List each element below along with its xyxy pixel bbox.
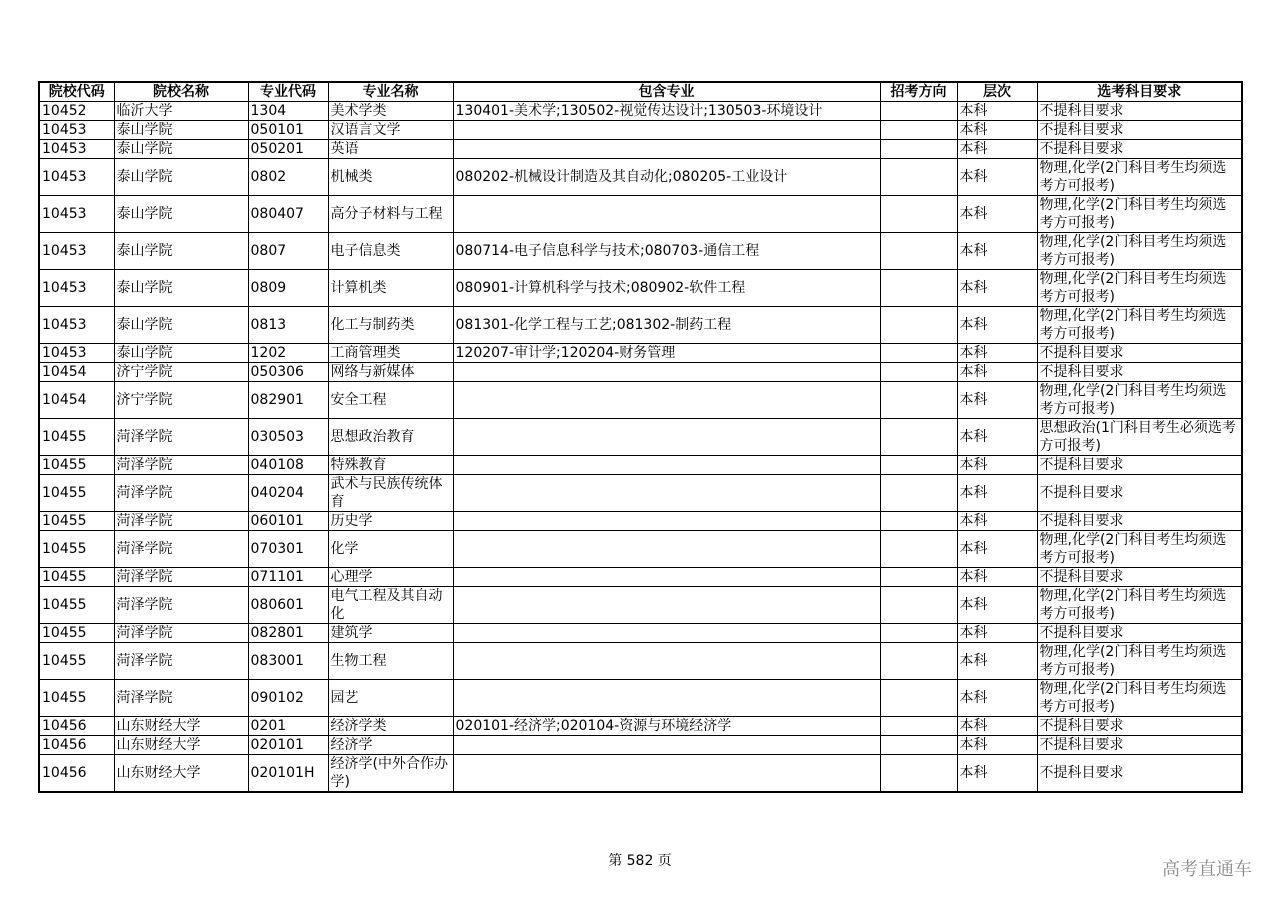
cell-major-code: 050201 <box>248 140 328 159</box>
cell-admission-direction <box>880 587 957 624</box>
cell-major-code: 050306 <box>248 363 328 382</box>
cell-subject-requirements: 不提科目要求 <box>1037 456 1242 475</box>
cell-school-code: 10455 <box>39 512 114 531</box>
cell-school-code: 10453 <box>39 344 114 363</box>
cell-subject-requirements: 不提科目要求 <box>1037 717 1242 736</box>
table-row <box>39 680 1242 717</box>
cell-included-majors <box>453 363 880 382</box>
cell-level: 本科 <box>957 587 1037 624</box>
cell-included-majors <box>453 196 880 233</box>
header-admission-direction: 招考方向 <box>880 82 957 102</box>
cell-included-majors <box>453 456 880 475</box>
cell-included-majors: 080714-电子信息科学与技术;080703-通信工程 <box>453 233 880 270</box>
cell-major-code: 080407 <box>248 196 328 233</box>
cell-subject-requirements: 不提科目要求 <box>1037 568 1242 587</box>
cell-school-code: 10453 <box>39 307 114 344</box>
cell-major-code: 071101 <box>248 568 328 587</box>
cell-admission-direction <box>880 643 957 680</box>
cell-subject-requirements: 不提科目要求 <box>1037 102 1242 121</box>
cell-school-name: 济宁学院 <box>114 382 248 419</box>
cell-admission-direction <box>880 140 957 159</box>
cell-admission-direction <box>880 382 957 419</box>
table-header-row <box>39 82 1242 102</box>
cell-school-name: 泰山学院 <box>114 270 248 307</box>
cell-included-majors: 120207-审计学;120204-财务管理 <box>453 344 880 363</box>
table-row <box>39 307 1242 344</box>
cell-major-name: 经济学类 <box>328 717 453 736</box>
header-level: 层次 <box>957 82 1037 102</box>
cell-school-name: 泰山学院 <box>114 344 248 363</box>
cell-school-code: 10453 <box>39 121 114 140</box>
table-row <box>39 568 1242 587</box>
cell-school-code: 10453 <box>39 140 114 159</box>
cell-major-name: 工商管理类 <box>328 344 453 363</box>
cell-school-code: 10453 <box>39 270 114 307</box>
cell-level: 本科 <box>957 456 1037 475</box>
cell-subject-requirements: 物理,化学(2门科目考生均须选考方可报考) <box>1037 196 1242 233</box>
table-row <box>39 344 1242 363</box>
cell-subject-requirements: 物理,化学(2门科目考生均须选考方可报考) <box>1037 587 1242 624</box>
cell-school-name: 泰山学院 <box>114 233 248 270</box>
cell-school-name: 菏泽学院 <box>114 419 248 456</box>
cell-admission-direction <box>880 344 957 363</box>
cell-level: 本科 <box>957 736 1037 755</box>
table-row <box>39 419 1242 456</box>
table-row <box>39 456 1242 475</box>
cell-school-name: 泰山学院 <box>114 159 248 196</box>
cell-school-name: 菏泽学院 <box>114 475 248 512</box>
cell-included-majors <box>453 531 880 568</box>
cell-included-majors <box>453 680 880 717</box>
cell-included-majors <box>453 587 880 624</box>
cell-school-code: 10453 <box>39 159 114 196</box>
cell-subject-requirements: 物理,化学(2门科目考生均须选考方可报考) <box>1037 382 1242 419</box>
cell-major-code: 040204 <box>248 475 328 512</box>
page-number: 第 582 页 <box>608 853 672 869</box>
cell-level: 本科 <box>957 680 1037 717</box>
cell-major-code: 020101H <box>248 755 328 793</box>
cell-subject-requirements: 物理,化学(2门科目考生均须选考方可报考) <box>1037 643 1242 680</box>
cell-level: 本科 <box>957 382 1037 419</box>
cell-admission-direction <box>880 159 957 196</box>
cell-level: 本科 <box>957 624 1037 643</box>
cell-subject-requirements: 不提科目要求 <box>1037 736 1242 755</box>
cell-level: 本科 <box>957 512 1037 531</box>
cell-school-code: 10456 <box>39 736 114 755</box>
cell-subject-requirements: 不提科目要求 <box>1037 475 1242 512</box>
cell-included-majors: 081301-化学工程与工艺;081302-制药工程 <box>453 307 880 344</box>
cell-school-code: 10454 <box>39 382 114 419</box>
cell-included-majors <box>453 736 880 755</box>
cell-school-code: 10455 <box>39 568 114 587</box>
cell-subject-requirements: 思想政治(1门科目考生必须选考方可报考) <box>1037 419 1242 456</box>
header-school-code: 院校代码 <box>39 82 114 102</box>
cell-included-majors <box>453 512 880 531</box>
header-school-name: 院校名称 <box>114 82 248 102</box>
cell-admission-direction <box>880 121 957 140</box>
cell-school-code: 10455 <box>39 475 114 512</box>
cell-level: 本科 <box>957 717 1037 736</box>
cell-level: 本科 <box>957 140 1037 159</box>
cell-major-code: 060101 <box>248 512 328 531</box>
cell-school-code: 10456 <box>39 755 114 793</box>
cell-major-code: 0813 <box>248 307 328 344</box>
cell-major-name: 思想政治教育 <box>328 419 453 456</box>
table-row <box>39 270 1242 307</box>
cell-school-name: 泰山学院 <box>114 140 248 159</box>
cell-major-name: 心理学 <box>328 568 453 587</box>
cell-subject-requirements: 物理,化学(2门科目考生均须选考方可报考) <box>1037 159 1242 196</box>
cell-school-code: 10455 <box>39 680 114 717</box>
cell-level: 本科 <box>957 121 1037 140</box>
cell-school-name: 菏泽学院 <box>114 624 248 643</box>
cell-school-name: 菏泽学院 <box>114 643 248 680</box>
table-row <box>39 587 1242 624</box>
cell-level: 本科 <box>957 419 1037 456</box>
table-row <box>39 363 1242 382</box>
cell-subject-requirements: 物理,化学(2门科目考生均须选考方可报考) <box>1037 680 1242 717</box>
cell-major-name: 计算机类 <box>328 270 453 307</box>
cell-level: 本科 <box>957 270 1037 307</box>
cell-major-code: 090102 <box>248 680 328 717</box>
cell-included-majors: 080901-计算机科学与技术;080902-软件工程 <box>453 270 880 307</box>
cell-major-code: 050101 <box>248 121 328 140</box>
table-row <box>39 624 1242 643</box>
table-row <box>39 196 1242 233</box>
cell-included-majors <box>453 755 880 793</box>
cell-admission-direction <box>880 475 957 512</box>
cell-school-code: 10455 <box>39 456 114 475</box>
cell-major-name: 园艺 <box>328 680 453 717</box>
cell-major-name: 美术学类 <box>328 102 453 121</box>
cell-subject-requirements: 不提科目要求 <box>1037 140 1242 159</box>
cell-school-code: 10455 <box>39 624 114 643</box>
cell-major-name: 机械类 <box>328 159 453 196</box>
table-row <box>39 159 1242 196</box>
table-row <box>39 736 1242 755</box>
cell-admission-direction <box>880 419 957 456</box>
cell-school-name: 菏泽学院 <box>114 568 248 587</box>
cell-admission-direction <box>880 456 957 475</box>
cell-school-name: 山东财经大学 <box>114 755 248 793</box>
table-row <box>39 531 1242 568</box>
cell-admission-direction <box>880 717 957 736</box>
cell-school-name: 泰山学院 <box>114 307 248 344</box>
table-row <box>39 475 1242 512</box>
cell-major-code: 083001 <box>248 643 328 680</box>
cell-major-code: 040108 <box>248 456 328 475</box>
cell-included-majors <box>453 382 880 419</box>
cell-subject-requirements: 物理,化学(2门科目考生均须选考方可报考) <box>1037 270 1242 307</box>
cell-school-name: 菏泽学院 <box>114 531 248 568</box>
cell-level: 本科 <box>957 568 1037 587</box>
cell-major-name: 英语 <box>328 140 453 159</box>
cell-included-majors <box>453 643 880 680</box>
cell-major-name: 高分子材料与工程 <box>328 196 453 233</box>
cell-school-name: 菏泽学院 <box>114 512 248 531</box>
cell-admission-direction <box>880 363 957 382</box>
cell-level: 本科 <box>957 196 1037 233</box>
cell-level: 本科 <box>957 363 1037 382</box>
cell-subject-requirements: 物理,化学(2门科目考生均须选考方可报考) <box>1037 531 1242 568</box>
watermark-text: 高考直通车 <box>1162 859 1252 880</box>
cell-level: 本科 <box>957 307 1037 344</box>
cell-major-code: 082801 <box>248 624 328 643</box>
table-body <box>39 102 1242 793</box>
cell-school-code: 10455 <box>39 419 114 456</box>
cell-included-majors <box>453 475 880 512</box>
cell-major-code: 080601 <box>248 587 328 624</box>
cell-school-name: 济宁学院 <box>114 363 248 382</box>
cell-level: 本科 <box>957 643 1037 680</box>
cell-admission-direction <box>880 755 957 793</box>
cell-major-name: 电子信息类 <box>328 233 453 270</box>
cell-major-name: 建筑学 <box>328 624 453 643</box>
cell-major-name: 化学 <box>328 531 453 568</box>
cell-school-code: 10455 <box>39 643 114 680</box>
cell-major-code: 070301 <box>248 531 328 568</box>
cell-admission-direction <box>880 531 957 568</box>
cell-major-name: 生物工程 <box>328 643 453 680</box>
cell-level: 本科 <box>957 102 1037 121</box>
cell-level: 本科 <box>957 531 1037 568</box>
cell-major-name: 历史学 <box>328 512 453 531</box>
cell-subject-requirements: 不提科目要求 <box>1037 624 1242 643</box>
cell-level: 本科 <box>957 475 1037 512</box>
cell-admission-direction <box>880 512 957 531</box>
cell-admission-direction <box>880 568 957 587</box>
cell-admission-direction <box>880 307 957 344</box>
cell-included-majors <box>453 419 880 456</box>
table-row <box>39 755 1242 793</box>
cell-subject-requirements: 不提科目要求 <box>1037 512 1242 531</box>
table-row <box>39 643 1242 680</box>
cell-included-majors <box>453 140 880 159</box>
cell-school-code: 10454 <box>39 363 114 382</box>
cell-school-code: 10453 <box>39 233 114 270</box>
cell-subject-requirements: 物理,化学(2门科目考生均须选考方可报考) <box>1037 307 1242 344</box>
admission-requirements-table <box>38 81 1243 793</box>
cell-school-name: 泰山学院 <box>114 121 248 140</box>
table-row <box>39 233 1242 270</box>
cell-school-code: 10452 <box>39 102 114 121</box>
cell-admission-direction <box>880 196 957 233</box>
cell-school-name: 菏泽学院 <box>114 456 248 475</box>
cell-subject-requirements: 不提科目要求 <box>1037 363 1242 382</box>
cell-school-code: 10455 <box>39 587 114 624</box>
cell-level: 本科 <box>957 233 1037 270</box>
cell-subject-requirements: 不提科目要求 <box>1037 344 1242 363</box>
cell-included-majors <box>453 568 880 587</box>
cell-school-code: 10455 <box>39 531 114 568</box>
cell-major-code: 030503 <box>248 419 328 456</box>
table-row <box>39 512 1242 531</box>
cell-school-name: 临沂大学 <box>114 102 248 121</box>
cell-school-code: 10453 <box>39 196 114 233</box>
cell-level: 本科 <box>957 159 1037 196</box>
cell-major-code: 0802 <box>248 159 328 196</box>
cell-admission-direction <box>880 624 957 643</box>
cell-major-name: 网络与新媒体 <box>328 363 453 382</box>
cell-subject-requirements: 不提科目要求 <box>1037 121 1242 140</box>
cell-subject-requirements: 物理,化学(2门科目考生均须选考方可报考) <box>1037 233 1242 270</box>
cell-major-name: 安全工程 <box>328 382 453 419</box>
header-major-code: 专业代码 <box>248 82 328 102</box>
table-row <box>39 382 1242 419</box>
cell-included-majors: 020101-经济学;020104-资源与环境经济学 <box>453 717 880 736</box>
header-included-majors: 包含专业 <box>453 82 880 102</box>
cell-school-name: 山东财经大学 <box>114 736 248 755</box>
cell-school-name: 山东财经大学 <box>114 717 248 736</box>
cell-admission-direction <box>880 680 957 717</box>
cell-major-name: 特殊教育 <box>328 456 453 475</box>
table-row <box>39 121 1242 140</box>
cell-major-code: 020101 <box>248 736 328 755</box>
cell-school-name: 菏泽学院 <box>114 587 248 624</box>
cell-major-name: 经济学(中外合作办学) <box>328 755 453 793</box>
cell-major-name: 电气工程及其自动化 <box>328 587 453 624</box>
cell-major-code: 082901 <box>248 382 328 419</box>
cell-major-name: 经济学 <box>328 736 453 755</box>
cell-admission-direction <box>880 736 957 755</box>
cell-included-majors <box>453 121 880 140</box>
cell-school-code: 10456 <box>39 717 114 736</box>
cell-included-majors <box>453 624 880 643</box>
cell-school-name: 菏泽学院 <box>114 680 248 717</box>
cell-major-code: 0201 <box>248 717 328 736</box>
cell-school-name: 泰山学院 <box>114 196 248 233</box>
header-subject-requirements: 选考科目要求 <box>1037 82 1242 102</box>
cell-major-name: 化工与制药类 <box>328 307 453 344</box>
table-row <box>39 140 1242 159</box>
table-row <box>39 102 1242 121</box>
cell-major-code: 1304 <box>248 102 328 121</box>
cell-level: 本科 <box>957 755 1037 793</box>
cell-subject-requirements: 不提科目要求 <box>1037 755 1242 793</box>
cell-major-code: 0807 <box>248 233 328 270</box>
cell-included-majors: 080202-机械设计制造及其自动化;080205-工业设计 <box>453 159 880 196</box>
cell-major-code: 1202 <box>248 344 328 363</box>
cell-admission-direction <box>880 233 957 270</box>
cell-major-name: 汉语言文学 <box>328 121 453 140</box>
cell-admission-direction <box>880 270 957 307</box>
header-major-name: 专业名称 <box>328 82 453 102</box>
cell-level: 本科 <box>957 344 1037 363</box>
cell-included-majors: 130401-美术学;130502-视觉传达设计;130503-环境设计 <box>453 102 880 121</box>
cell-major-name: 武术与民族传统体育 <box>328 475 453 512</box>
cell-major-code: 0809 <box>248 270 328 307</box>
table-row <box>39 717 1242 736</box>
cell-admission-direction <box>880 102 957 121</box>
